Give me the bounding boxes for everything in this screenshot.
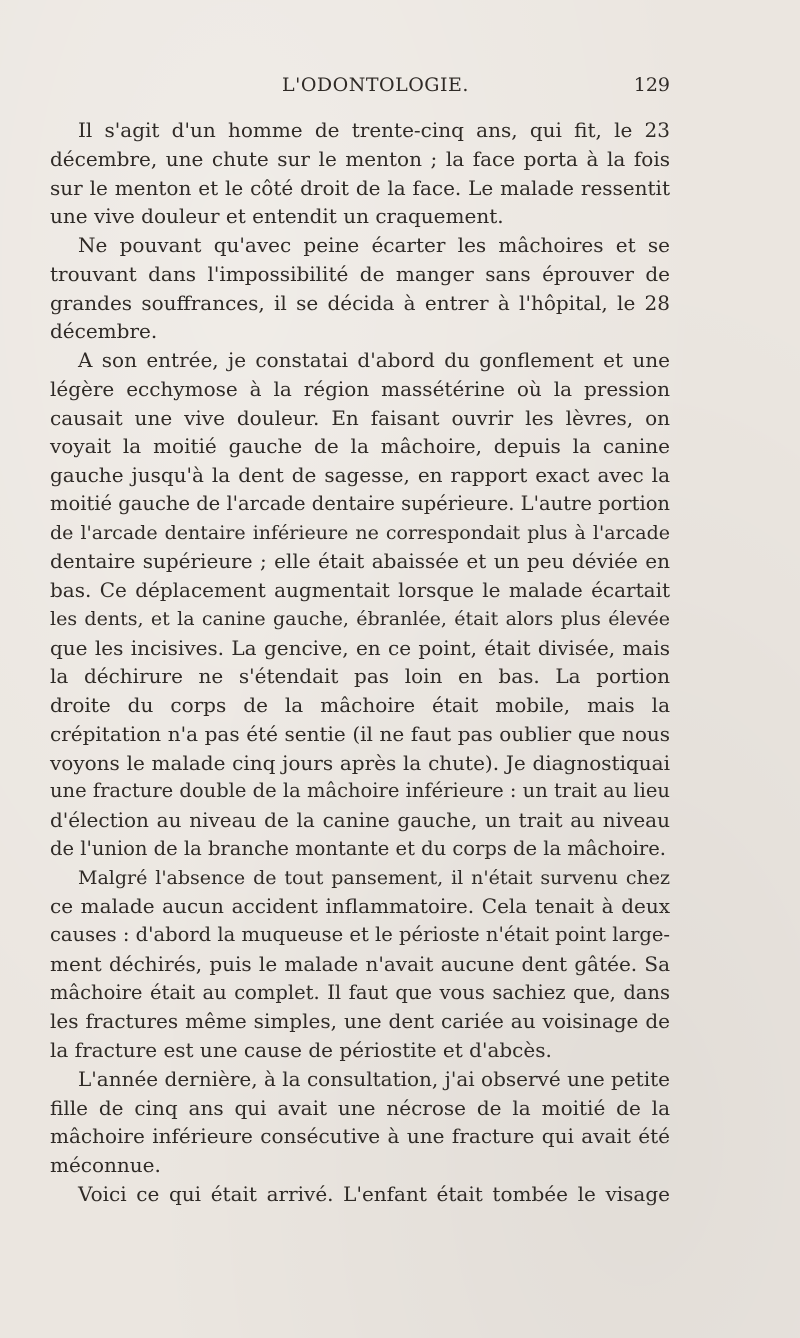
text-line: voyons le malade cinq jours après la chute). Je diagnostiquai [50,750,670,775]
page-header [50,74,670,102]
text-line: décembre, une chute sur le menton ; la face porta à la fois [50,146,670,171]
text-line: mâchoire était au complet. Il faut que vous sachiez que, dans [50,980,670,1004]
text-line: crépitation n'a pas été sentie (il ne faut pas oublier que nous [50,721,670,746]
text-line: Ne pouvant qu'avec peine écarter les mâchoires et se [78,233,670,257]
text-line: voyait la moitié gauche de la mâchoire, depuis la canine [50,434,670,459]
text-line: les dents, et la canine gauche, ébranlée, était alors plus élevée [50,607,670,630]
text-line: de l'arcade dentaire inférieure ne correspondait plus à l'arcade [50,521,670,544]
text-line: A son entrée, je constatai d'abord du gonflement et une [78,348,670,372]
text-line: dentaire supérieure ; elle était abaissée et un peu déviée en [50,549,670,574]
text-line: de l'union de la branche montante et du corps de la mâchoire. [50,836,666,860]
page-number: 129 [633,74,670,96]
text-line: méconnue. [50,1153,161,1177]
running-title: L'ODONTOLOGIE. [282,74,469,96]
text-line: Malgré l'absence de tout pansement, il n'était survenu chez [78,866,670,889]
text-line: causait une vive douleur. En faisant ouvrir les lèvres, on [50,405,670,430]
text-line: moitié gauche de l'arcade dentaire supérieure. L'autre portion [50,491,670,515]
text-line: légère ecchymose à la région massétérine où la pression [50,376,670,401]
body-text [50,116,670,1209]
text-line: Il s'agit d'un homme de trente-cinq ans, qui fit, le 23 [78,118,670,142]
text-line: une fracture double de la mâchoire inférieure : un trait au lieu [50,779,670,803]
text-line: les fractures même simples, une dent cariée au voisinage de [50,1009,670,1034]
text-line: causes : d'abord la muqueuse et le périoste n'était point large- [50,923,670,946]
text-line: L'année dernière, à la consultation, j'ai observé une petite [78,1066,670,1091]
text-line: droite du corps de la mâchoire était mobile, mais la [50,693,670,717]
text-line: la fracture est une cause de périostite et d'abcès. [50,1038,552,1062]
text-line: Voici ce qui était arrivé. L'enfant était tombée le visage [78,1181,670,1206]
text-line: la déchirure ne s'étendait pas loin en bas. La portion [50,664,670,689]
text-line: ment déchirés, puis le malade n'avait aucune dent gâtée. Sa [50,951,670,976]
text-line: que les incisives. La gencive, en ce point, était divisée, mais [50,635,670,660]
text-line: d'élection au niveau de la canine gauche, un trait au niveau [50,808,670,832]
text-line: sur le menton et le côté droit de la face. Le malade ressentit [50,175,670,200]
text-line: gauche jusqu'à la dent de sagesse, en rapport exact avec la [50,463,670,487]
text-line: fille de cinq ans qui avait une nécrose de la moitié de la [50,1095,670,1120]
text-line: trouvant dans l'impossibilité de manger sans éprouver de [50,261,670,286]
text-line: une vive douleur et entendit un craquement. [50,204,504,229]
text-line: décembre. [50,319,158,344]
text-line: mâchoire inférieure consécutive à une fracture qui avait été [50,1124,670,1149]
text-line: bas. Ce déplacement augmentait lorsque le malade écartait [50,578,670,602]
text-line: grandes souffrances, il se décida à entrer à l'hôpital, le 28 [50,290,670,315]
text-line: ce malade aucun accident inflammatoire. Cela tenait à deux [50,894,670,919]
